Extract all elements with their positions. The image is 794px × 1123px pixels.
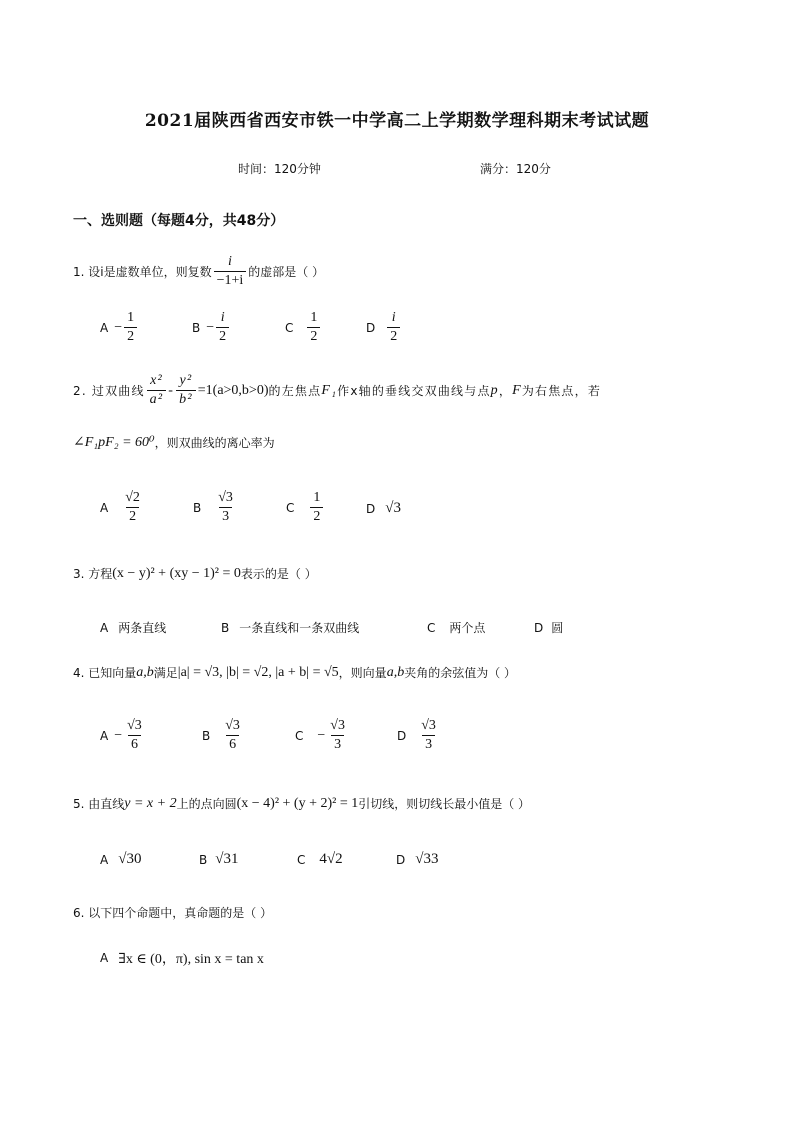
frac-den: 6 xyxy=(128,735,141,753)
option-label: C xyxy=(297,852,306,867)
option-text: 一条直线和一条双曲线 xyxy=(239,621,360,635)
frac-num: √3 xyxy=(127,718,142,733)
question-5 xyxy=(73,795,530,812)
option-label: A xyxy=(100,500,109,515)
option-fraction xyxy=(418,718,439,753)
q2-line2-text: ，则双曲线的离心率为 xyxy=(154,436,275,450)
option-label: B xyxy=(192,320,201,335)
option-label: C xyxy=(285,320,294,335)
option-label: A xyxy=(100,620,109,635)
option-label: B xyxy=(221,620,230,635)
frac-num: i xyxy=(220,310,225,325)
frac-den: 2 xyxy=(387,327,400,345)
question-2 xyxy=(73,373,601,408)
q3-math: (x − y)² + (xy − 1)² = 0 xyxy=(112,565,241,581)
option-fraction xyxy=(215,490,236,525)
exam-score: 满分：120分 xyxy=(480,162,551,176)
option-value: 4√2 xyxy=(319,851,343,867)
option-label: C xyxy=(295,728,304,743)
option-label: C xyxy=(427,620,436,635)
q4-text-a: 4. 已知向量 xyxy=(73,666,137,680)
question-6: 6. 以下四个命题中，真命题的是（ ） xyxy=(73,906,273,920)
q2-text-b: 的左焦点 xyxy=(268,384,322,399)
q3-option-a xyxy=(100,619,166,636)
q4-text-b: 满足 xyxy=(153,666,178,680)
q2-minus: - xyxy=(168,382,175,398)
q3-option-c xyxy=(427,619,485,636)
option-label: D xyxy=(396,852,406,867)
option-fraction xyxy=(216,310,229,345)
frac-den: 3 xyxy=(219,507,232,525)
q3-text-a: 3. 方程 xyxy=(73,567,113,581)
q2-text-e: 为右焦点，若 xyxy=(521,384,602,399)
frac-num: i xyxy=(391,310,396,325)
option-fraction xyxy=(124,310,137,345)
q5-option-d xyxy=(396,851,438,868)
q5-option-a xyxy=(100,851,141,868)
option-fraction xyxy=(222,718,243,753)
option-text: 两个点 xyxy=(449,621,486,635)
option-value: √30 xyxy=(118,851,142,867)
option-fraction xyxy=(387,310,400,345)
page-title: 2021届陕西省西安市铁一中学高二上学期数学理科期末考试试题 xyxy=(144,111,650,131)
frac-den: 2 xyxy=(216,327,229,345)
q2-F: F xyxy=(512,382,522,398)
q2-fraction-2 xyxy=(176,373,196,408)
q4-option-d xyxy=(397,718,441,753)
q4-option-b xyxy=(202,718,245,753)
q4-option-c xyxy=(295,718,350,753)
q1-text-b: 的虚部是（ ） xyxy=(248,265,325,280)
frac-den: 3 xyxy=(422,735,435,753)
frac-num: 1 xyxy=(127,310,135,325)
question-3 xyxy=(73,565,317,582)
option-label: D xyxy=(366,501,376,516)
option-fraction xyxy=(124,718,145,753)
q5-text-b: 上的点向圆 xyxy=(176,797,237,811)
option-label: B xyxy=(202,728,211,743)
option-fraction xyxy=(310,490,323,525)
q2-F1: F₁ xyxy=(321,382,338,398)
q4-text-d: 夹角的余弦值为（ ） xyxy=(404,666,517,680)
frac-den: 3 xyxy=(331,735,344,753)
option-value: √3 xyxy=(385,500,401,516)
q2-fraction-1 xyxy=(147,373,167,408)
option-label: A xyxy=(100,852,109,867)
q6-option-a xyxy=(100,948,264,968)
q2-text-c: 作x轴的垂线交双曲线与点 xyxy=(337,384,491,399)
q1-text-a: 1. 设i是虚数单位，则复数 xyxy=(73,265,212,280)
option-label: B xyxy=(199,852,208,867)
frac-num: x² xyxy=(150,373,163,388)
frac-den: 2 xyxy=(124,327,137,345)
q3-text-b: 表示的是（ ） xyxy=(240,567,317,581)
frac-den: a² xyxy=(147,390,167,408)
frac-num: √3 xyxy=(421,718,436,733)
option-label: A xyxy=(100,728,109,743)
q1-option-b xyxy=(192,310,231,345)
option-sign: − xyxy=(206,319,215,335)
q5-option-b xyxy=(199,851,238,868)
q5-text-c: 引切线，则切线长最小值是（ ） xyxy=(358,797,531,811)
frac-den: 2 xyxy=(310,507,323,525)
q1-option-c xyxy=(285,310,322,345)
q2-text-d: ， xyxy=(498,384,513,399)
q2-text-a: 2. 过双曲线 xyxy=(73,384,145,399)
q4-vectors: a,b xyxy=(136,664,154,680)
frac-num: y² xyxy=(179,373,193,388)
frac-num: 1 xyxy=(310,310,318,325)
q2-option-d xyxy=(366,500,401,517)
option-fraction xyxy=(327,718,348,753)
frac-num: √3 xyxy=(330,718,345,733)
q1-frac-num: i xyxy=(228,254,232,269)
q4-option-a xyxy=(100,718,147,753)
question-1 xyxy=(73,254,324,289)
question-2-line-2 xyxy=(73,434,275,451)
frac-num: √3 xyxy=(225,718,240,733)
option-math: ∃x ∈ (0，π), sin x = tan x xyxy=(118,952,264,967)
question-4 xyxy=(73,664,516,681)
exam-time: 时间：120分钟 xyxy=(238,162,321,176)
option-value: √33 xyxy=(415,851,439,867)
frac-num: 1 xyxy=(313,490,321,505)
option-label: D xyxy=(397,728,407,743)
q2-angle-math: ∠F₁pF₂ = 60⁰ xyxy=(73,435,155,450)
frac-den: 6 xyxy=(226,735,239,753)
q3-option-b xyxy=(221,619,359,636)
q1-option-a xyxy=(100,310,139,345)
frac-den: 2 xyxy=(126,507,139,525)
frac-den: 2 xyxy=(307,327,320,345)
q5-text-a: 5. 由直线 xyxy=(73,797,125,811)
q2-p: p xyxy=(490,382,499,398)
q5-line-eq: y = x + 2 xyxy=(124,795,177,811)
option-value: √31 xyxy=(215,851,239,867)
option-label: A xyxy=(100,951,109,965)
q4-math: |a| = √3, |b| = √2, |a + b| = √5 xyxy=(177,664,339,680)
q1-option-d xyxy=(366,310,402,345)
option-label: D xyxy=(366,320,376,335)
q5-circle-eq: (x − 4)² + (y + 2)² = 1 xyxy=(236,795,359,811)
frac-num: √3 xyxy=(218,490,233,505)
option-text: 两条直线 xyxy=(118,621,167,635)
frac-den: b² xyxy=(176,390,196,408)
option-label: C xyxy=(286,500,295,515)
q2-option-a xyxy=(100,490,145,525)
q5-option-c xyxy=(297,851,343,868)
frac-num: √2 xyxy=(125,490,140,505)
q4-text-c: ，则向量 xyxy=(338,666,387,680)
q4-vectors-2: a,b xyxy=(386,664,405,680)
q2-option-b xyxy=(193,490,238,525)
q3-option-d xyxy=(534,619,563,636)
q1-fraction xyxy=(214,254,247,289)
q2-equation: =1(a>0,b>0) xyxy=(197,382,269,398)
q1-frac-den: −1+i xyxy=(214,271,247,289)
option-sign: − xyxy=(114,319,123,335)
q2-option-c xyxy=(286,490,325,525)
option-sign: − xyxy=(114,727,123,743)
option-label: D xyxy=(534,620,544,635)
section-heading: 一、选则题（每题4分，共48分） xyxy=(73,213,285,229)
option-fraction xyxy=(122,490,143,525)
option-sign: − xyxy=(317,727,326,743)
option-text: 圆 xyxy=(551,621,564,635)
option-label: A xyxy=(100,320,109,335)
option-fraction xyxy=(307,310,320,345)
option-label: B xyxy=(193,500,202,515)
